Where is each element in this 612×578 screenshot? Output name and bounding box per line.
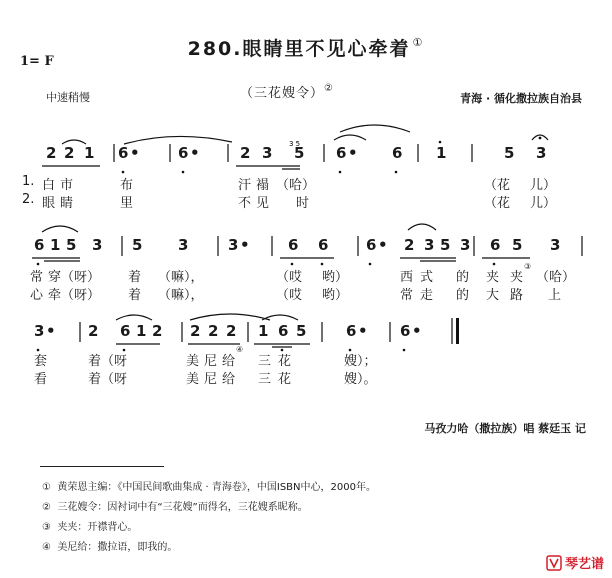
lyric: （花 [484, 178, 511, 193]
lyric: 心 [30, 288, 44, 303]
lyric: 美 [186, 354, 200, 369]
note: 3 [178, 236, 189, 254]
lyric: 走 [420, 288, 434, 303]
note: 5 [504, 144, 515, 162]
note: 5 [440, 236, 451, 254]
score-system-3: 3 • 2 6 1 2 2 2 2 1 6 5 6 • 6 • 套 着（呀 美 尼 给 ④ 三 花 嫂）； 看 着（呀 美 尼 给 三 花 嫂）。 [0, 308, 612, 388]
lyric: 给 [222, 372, 236, 387]
note: 1 [436, 144, 447, 162]
note: 6 [118, 144, 129, 162]
note: 6 [318, 236, 329, 254]
slur-arc [340, 125, 410, 132]
song-subtitle: （三花嫂令）② [240, 83, 334, 101]
footnote-3: ③ 夹夹：开襟背心。 [42, 522, 138, 533]
note: 3 [228, 236, 239, 254]
note: 6 [490, 236, 501, 254]
lyric: 见 [256, 196, 270, 211]
fermata-dot [539, 137, 542, 140]
note: 3 [536, 144, 547, 162]
lyric: 尼 [204, 372, 218, 387]
lyric: 夹 [510, 270, 524, 285]
note: 5 [294, 144, 305, 162]
note: 1 [50, 236, 61, 254]
lyric: 不 [238, 196, 252, 211]
lyric: 儿） [530, 178, 557, 193]
lyric: 着 [128, 270, 142, 285]
note: 6 [178, 144, 189, 162]
svg-text:3 5: 3 5 [289, 140, 301, 148]
note: 1 [84, 144, 95, 162]
note: 2 [152, 322, 163, 340]
lyric: 花 [278, 354, 292, 369]
note: 5 [132, 236, 143, 254]
note: 6 [366, 236, 377, 254]
note: 3 [34, 322, 45, 340]
note: 3 [550, 236, 561, 254]
lyric: 美 [186, 372, 200, 387]
note: 3 [424, 236, 435, 254]
slur-arc [42, 226, 78, 232]
note: 3 [460, 236, 471, 254]
tempo-marking: 中速稍慢 [46, 91, 90, 104]
lyric: 大 [486, 288, 500, 303]
lyric: 着（呀 [88, 372, 128, 387]
lyric: （哈） [536, 270, 576, 285]
lyric: 2. [22, 192, 35, 207]
watermark-logo: 琴艺谱 [546, 553, 604, 572]
final-barline [456, 318, 459, 344]
lyric: 常 [30, 270, 44, 285]
score-system-1: 3 5 2 2 1 6 • 6 • 2 3 5 6 • 6 1 5 3 1. 白 市 布 汗 褟 （哈） （花 儿） 2. 眼 睛 里 不 见 时 （花 儿） [0, 118, 612, 198]
lyric: 给 [222, 354, 236, 369]
lyric: 眼 [42, 196, 56, 211]
lyric: 的 [456, 270, 470, 285]
slur-arc [334, 135, 366, 140]
lyric: 式 [420, 270, 434, 285]
note: 1 [136, 322, 147, 340]
score-system-2: 6 1 5 3 5 3 3 • 6 6 6 • 2 3 5 3 6 5 3 常 穿（呀） 着 （嘛）， （哎 哟） 西 式 的 夹 夹 ③ （哈） 心 牵（呀） 着 （嘛）， （哎 哟） 常 走 的 大 路 上 [0, 218, 612, 298]
underlines [32, 258, 530, 261]
lyric: 牵（呀） [48, 288, 101, 303]
subtitle-footnote-mark: ② [324, 83, 334, 94]
lyric: 常 [400, 288, 414, 303]
lyric: 着（呀 [88, 354, 128, 369]
lyric: 嫂）。 [344, 372, 377, 387]
lyric: （哈） [276, 178, 316, 193]
lyric: 白 [42, 178, 56, 193]
slur-arc [116, 315, 152, 320]
note: 5 [296, 322, 307, 340]
lyric: 尼 [204, 354, 218, 369]
lyric-footnote-mark: ④ [236, 345, 244, 354]
note: 2 [64, 144, 75, 162]
slur-arc [408, 224, 436, 230]
lyric: 着 [128, 288, 142, 303]
note: 6 [336, 144, 347, 162]
lyric: 嫂）； [344, 354, 377, 369]
lyric: 的 [456, 288, 470, 303]
note: 6 [288, 236, 299, 254]
note: 2 [46, 144, 57, 162]
note: 6 [120, 322, 131, 340]
song-title: 280.眼睛里不见心牵着 ① [187, 36, 425, 60]
note: 5 [66, 236, 77, 254]
note: 3 [262, 144, 273, 162]
lyric: 西 [400, 270, 414, 285]
note: 2 [404, 236, 415, 254]
lyric: （嘛）， [158, 270, 204, 285]
lyric: （嘛）， [158, 288, 204, 303]
performer-credit: 马孜力哈（撒拉族）唱 蔡廷玉 记 [424, 422, 586, 435]
note: 6 [400, 322, 411, 340]
note: 6 [278, 322, 289, 340]
lyric: 睛 [60, 196, 74, 211]
footnote-2: ② 三花嫂令：因衬词中有“三花嫂”而得名，三花嫂系昵称。 [42, 502, 308, 513]
lyric: 1. [22, 174, 35, 189]
note: 5 [512, 236, 523, 254]
watermark-icon [546, 555, 562, 571]
slur-arc [190, 314, 270, 320]
lyric-footnote-mark: ③ [524, 262, 532, 271]
note: 2 [88, 322, 99, 340]
note: 2 [190, 322, 201, 340]
note: 6 [346, 322, 357, 340]
lyric: （哎 [276, 288, 303, 303]
lyric: 穿（呀） [48, 270, 101, 285]
lyric: 套 [34, 354, 48, 369]
lyric: 上 [548, 288, 562, 303]
note: 3 [92, 236, 103, 254]
lyric: 褟 [256, 178, 270, 193]
lyric: （哎 [276, 270, 303, 285]
lyric: 夹 [486, 270, 500, 285]
title-footnote-mark: ① [412, 36, 425, 49]
lyric: 布 [120, 178, 134, 193]
lyric: 时 [296, 196, 310, 211]
lyric: 三 [258, 354, 272, 369]
underlines [116, 344, 310, 347]
lyric: 花 [278, 372, 292, 387]
note: 6 [34, 236, 45, 254]
lyric: （花 [484, 196, 511, 211]
footnote-divider [40, 466, 164, 467]
key-signature: 1= F [20, 54, 54, 69]
note: 2 [208, 322, 219, 340]
lyric: 汗 [238, 178, 252, 193]
lyric: 哟） [322, 270, 349, 285]
footnote-1: ① 黄荣恩主编：《中国民间歌曲集成 · 青海卷》，中国ISBN中心，2000年。 [42, 482, 376, 493]
note: 1 [258, 322, 269, 340]
lyric: 看 [34, 372, 48, 387]
lyric: 三 [258, 372, 272, 387]
lyric: 里 [120, 196, 134, 211]
lyric: 市 [60, 178, 74, 193]
lyric: 路 [510, 288, 524, 303]
footnote-4: ④ 美尼给：撒拉语，即我的。 [42, 542, 178, 553]
underlines [42, 166, 300, 169]
lyric: 儿） [530, 196, 557, 211]
note: 2 [240, 144, 251, 162]
slur-arc [124, 136, 232, 144]
note: 6 [392, 144, 403, 162]
lyric: 哟） [322, 288, 349, 303]
region-label: 青海 · 循化撒拉族自治县 [460, 92, 582, 105]
octave-dots [37, 263, 496, 266]
note: 2 [226, 322, 237, 340]
